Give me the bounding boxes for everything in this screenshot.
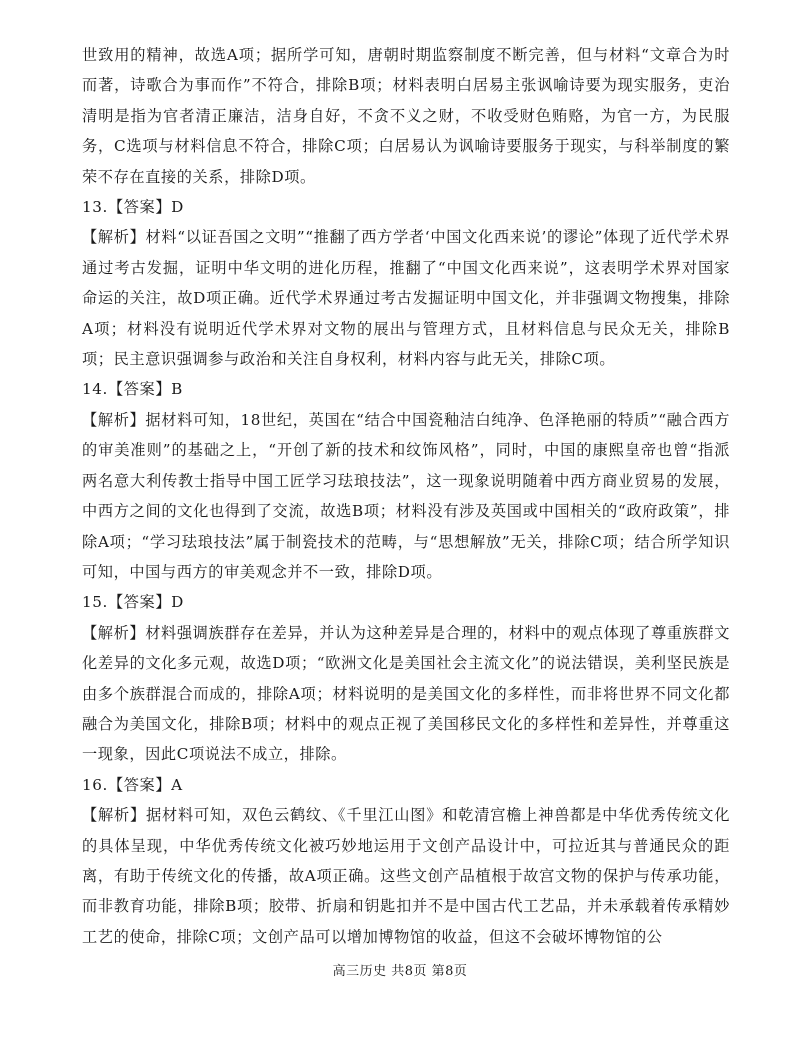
answer-13: 13.【答案】D xyxy=(82,198,184,217)
analysis-16: 【解析】据材料可知，双色云鹤纹、《千里江山图》和乾清宫檐上神兽都是中华优秀传统文化的具体呈现，中华优秀传统文化被巧妙地运用于文创产品设计中，可拉近其与普通民众的距离，有助于传统文化的传播，故A项正确。这些文创产品植根于故宫文物的保护与传承功能，而非教育功能，排除B项；胶带、折扇和钥匙扣并不是中国古代工艺品，并未承载着传承精妙工艺的使命，排除C项；文创产品可以增加博物馆的收益，但这不会破坏博物馆的公 xyxy=(82,806,730,946)
analysis-15: 【解析】材料强调族群存在差异，并认为这种差异是合理的，材料中的观点体现了尊重族群文化差异的文化多元观，故选D项；“欧洲文化是美国社会主流文化”的说法错误，美利坚民族是由多个族群混合而成的，排除A项；材料说明的是美国文化的多样性，而非将世界不同文化都融合为美国文化，排除B项；材料中的观点正视了美国移民文化的多样性和差异性，并尊重这一现象，因此C项说法不成立，排除。 xyxy=(82,623,730,764)
analysis-14: 【解析】据材料可知，18世纪，英国在“结合中国瓷釉洁白纯净、色泽艳丽的特质”“融合西方的审美准则”的基础之上，“开创了新的技术和纹饰风格”，同时，中国的康熙皇帝也曾“指派两名意大利传教士指导中国工匠学习珐琅技法”，这一现象说明随着中西方商业贸易的发展，中西方之间的文化也得到了交流，故选B项；材料没有涉及英国或中国相关的“政府政策”，排除A项；“学习珐琅技法”属于制瓷技术的范畴，与“思想解放”无关，排除C项；结合所学知识可知，中国与西方的审美观念并不一致，排除D项。 xyxy=(82,410,730,581)
continuation-paragraph: 世致用的精神，故选A项；据所学可知，唐朝时期监察制度不断完善，但与材料“文章合为时而著，诗歌合为事而作”不符合，排除B项；材料表明白居易主张讽喻诗要为现实服务，吏治清明是指为官者清正廉洁，洁身自好，不贪不义之财，不收受财色贿赂，为官一方，为民服务，C选项与材料信息不符合，排除C项；白居易认为讽喻诗要服务于现实，与科举制度的繁荣不存在直接的关系，排除D项。 xyxy=(82,46,730,186)
answer-16: 16.【答案】A xyxy=(82,775,183,794)
answer-14: 14.【答案】B xyxy=(82,380,183,399)
answer-15: 15.【答案】D xyxy=(82,593,184,612)
answer-sheet-page xyxy=(82,40,730,952)
page-footer: 高三历史 共8页 第8页 xyxy=(332,964,468,979)
analysis-13: 【解析】材料“以证吾国之文明”“推翻了西方学者‘中国文化西来说’的谬论”体现了近代学术界通过考古发掘，证明中华文明的进化历程，推翻了“中国文化西来说”，这表明学术界对国家命运的关注，故D项正确。近代学术界通过考古发掘证明中国文化，并非强调文物搜集，排除A项；材料没有说明近代学术界对文物的展出与管理方式，且材料信息与民众无关，排除B项；民主意识强调参与政治和关注自身权利，材料内容与此无关，排除C项。 xyxy=(82,228,730,369)
